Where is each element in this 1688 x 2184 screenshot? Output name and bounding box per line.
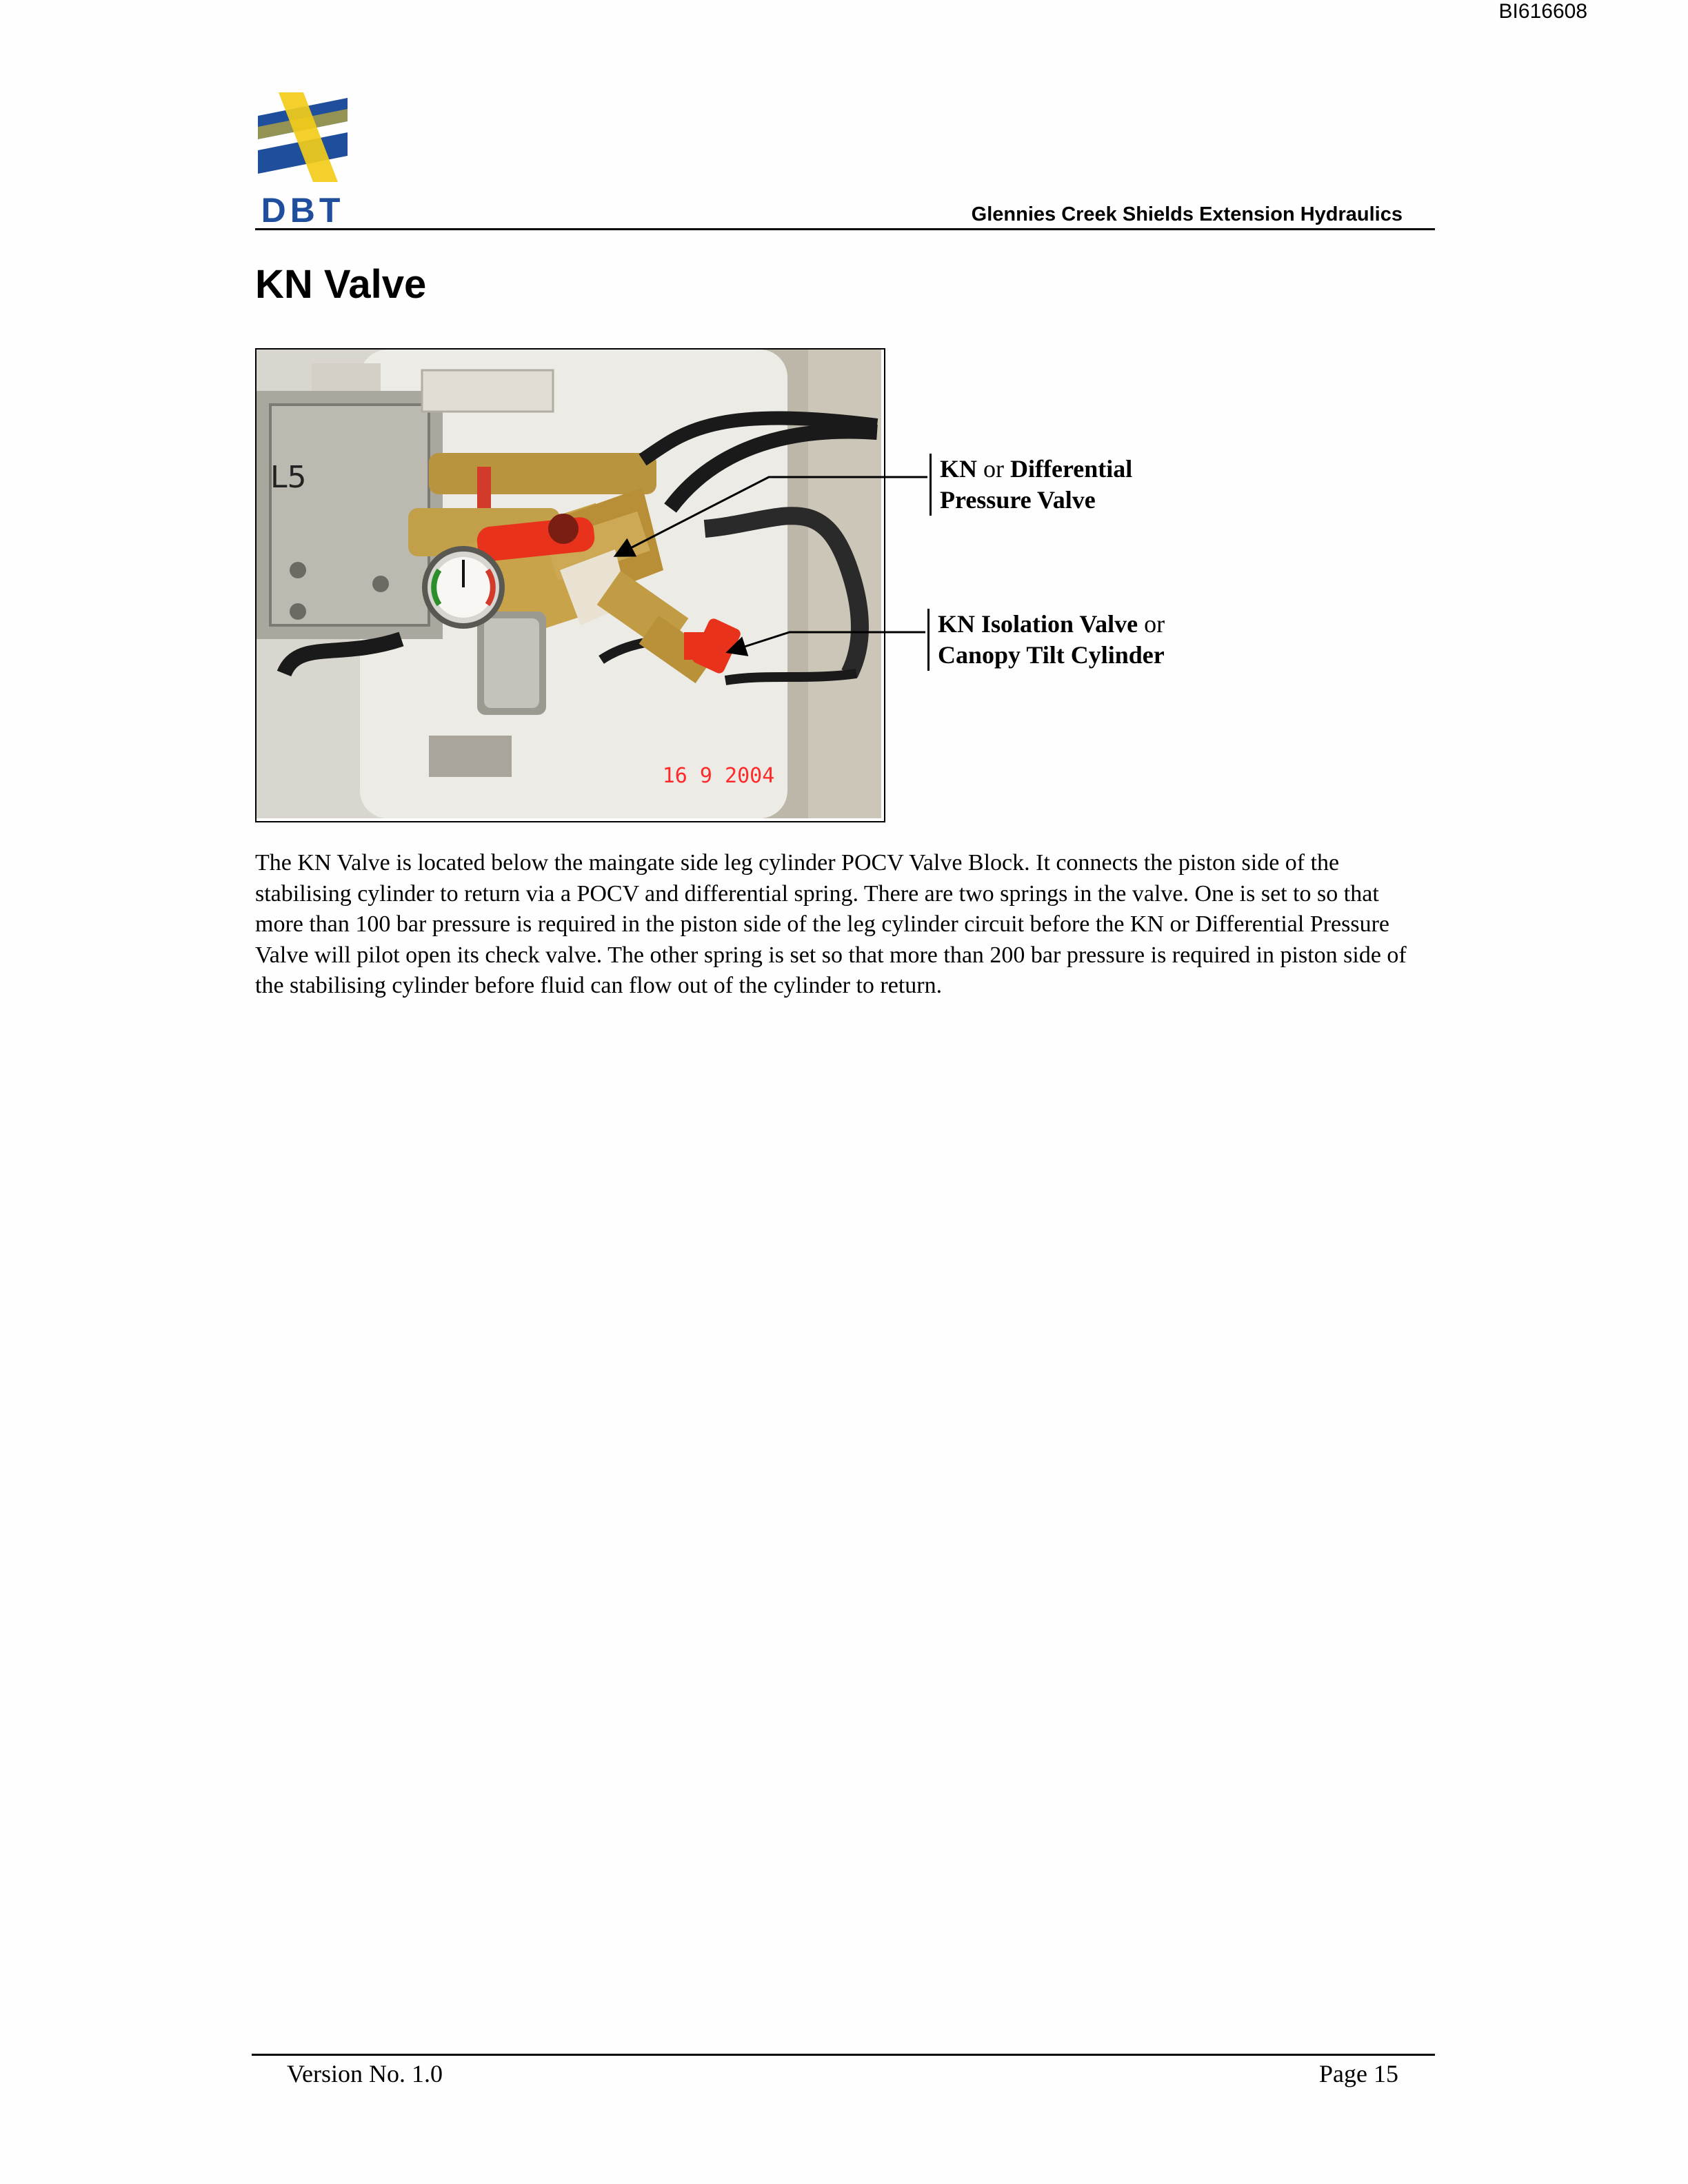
callout-2-bold1: KN Isolation Valve <box>938 610 1138 638</box>
callout-1-plain1: or <box>977 455 1010 483</box>
page-title: KN Valve <box>255 262 427 307</box>
callout-kn-differential-valve <box>930 454 1132 516</box>
dbt-logo-mark <box>255 91 350 226</box>
header-rule <box>255 228 1435 230</box>
body-paragraph: The KN Valve is located below the maingate side leg cylinder POCV Valve Block. It connects the piston side of the stabilising cylinder to return via a POCV and differential spring. There are two springs in the valve. One is set to so that more than 100 bar pressure is required in the piston side of the leg cylinder circuit before the KN or Differential Pressure Valve will pilot open its check valve. The other spring is set so that more than 200 bar pressure is required in piston side of the stabilising cylinder before fluid can flow out of the cylinder to return. <box>255 850 1407 998</box>
footer-version: Version No. 1.0 <box>287 2060 443 2087</box>
running-header: Glennies Creek Shields Extension Hydraulics <box>971 203 1403 225</box>
footer-page-number: Page 15 <box>1319 2060 1398 2087</box>
callout-2-bold2: Canopy Tilt Cylinder <box>938 641 1165 669</box>
footer-rule <box>252 2054 1435 2056</box>
logo-text: DBT <box>261 191 345 226</box>
document-id: BI616608 <box>1498 0 1587 23</box>
callout-2-plain1: or <box>1138 610 1165 638</box>
callout-kn-isolation-valve <box>927 609 1165 671</box>
callout-1-bold2: Differential <box>1010 455 1133 483</box>
dbt-logo <box>255 91 350 226</box>
callout-1-bold3: Pressure Valve <box>940 486 1096 514</box>
photo-illustration <box>257 350 881 818</box>
photo-marking: L5 <box>270 460 307 495</box>
photo-date-stamp: 16 9 2004 <box>662 764 775 788</box>
kn-valve-photo <box>255 348 885 822</box>
callout-1-bold1: KN <box>940 455 977 483</box>
